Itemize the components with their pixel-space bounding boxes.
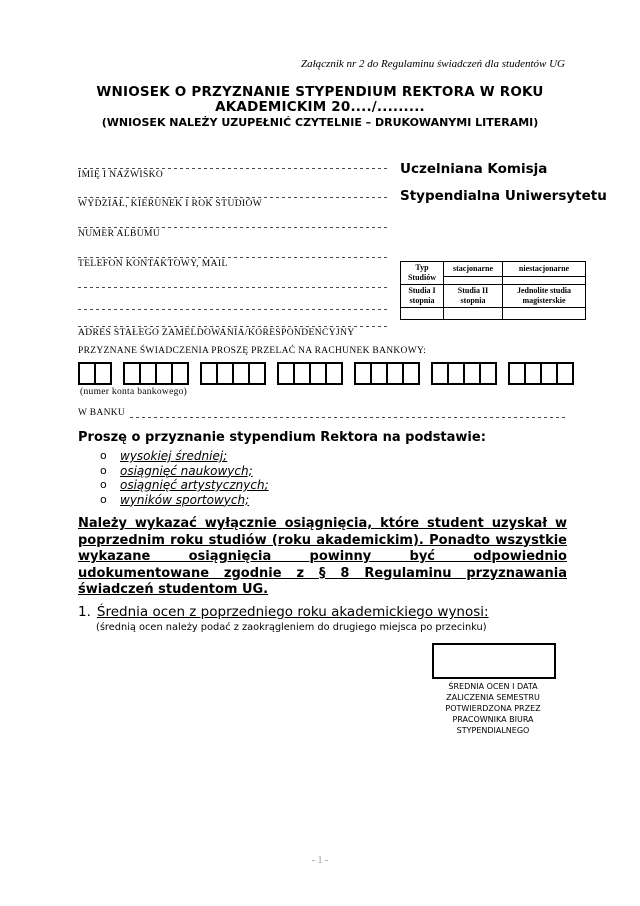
account-box-group (431, 362, 497, 385)
field-address-line2 (78, 300, 390, 311)
bullet-marker: o (100, 478, 107, 491)
section1-heading (78, 604, 489, 620)
stationary-checkbox-cell[interactable] (444, 277, 503, 285)
attachment-note: Załącznik nr 2 do Regulaminu świadczeń dla studentów UG (301, 58, 565, 70)
study-type-table (400, 261, 586, 320)
first-degree-checkbox-cell[interactable] (401, 308, 444, 320)
form-title-line1: WNIOSEK O PRZYZNANIE STYPENDIUM REKTORA W ROKU (96, 84, 544, 100)
album-number-label: NUMER ALBUMU (78, 229, 161, 239)
account-digit-box[interactable] (325, 362, 343, 385)
stationary-header-cell: stacjonarne (444, 262, 503, 277)
account-digit-box[interactable] (171, 362, 189, 385)
grade-caption-line4: PRACOWNIKA BIURA (452, 715, 534, 724)
form-title-line2: AKADEMICKIM 20..../......... (215, 99, 425, 115)
option-sports-text: wyników sportowych; (120, 492, 250, 507)
address-fill-line-2[interactable] (78, 300, 390, 310)
field-faculty-year (78, 188, 390, 209)
average-grade-box[interactable] (432, 643, 556, 679)
grade-caption-line1: ŚREDNIA OCEN I DATA (448, 682, 538, 691)
account-box-group (200, 362, 266, 385)
account-box-group (354, 362, 420, 385)
album-number-fill-line[interactable] (78, 218, 390, 228)
section1-title: Średnia ocen z poprzedniego roku akademickiego wynosi: (96, 604, 489, 620)
full-name-fill-line[interactable] (78, 159, 390, 169)
bank-name-fill-line[interactable] (130, 408, 565, 418)
committee-name (400, 156, 607, 210)
option-scientific-text: osiągnięć naukowych; (120, 463, 253, 478)
basis-options-list (100, 449, 269, 507)
option-artistic-text: osiągnięć artystycznych; (120, 478, 269, 492)
account-digit-box[interactable] (402, 362, 420, 385)
option-high-average-text: wysokiej średniej; (120, 449, 228, 463)
grade-box-caption (421, 681, 565, 736)
field-address (78, 317, 390, 338)
second-degree-checkbox-cell[interactable] (444, 308, 503, 320)
option-high-average (100, 449, 269, 464)
bullet-marker: o (100, 449, 107, 462)
study-type-header-cell: Typ Studiów (401, 262, 444, 285)
committee-line1: Uczelniana Komisja (400, 161, 548, 177)
bank-transfer-label: PRZYZNANE ŚWIADCZENIA PROSZĘ PRZELAĆ NA RACHUNEK BANKOWY: (78, 346, 427, 356)
bank-name-label: W BANKU (78, 408, 126, 418)
option-sports (100, 493, 269, 508)
first-degree-label-cell: Studia I stopnia (401, 285, 444, 308)
uniform-masters-checkbox-cell[interactable] (503, 308, 586, 320)
bullet-marker: o (100, 463, 107, 477)
account-box-group (508, 362, 574, 385)
address-label: ADRES STAŁEGO ZAMELDOWANIA/KORESPONDENCYJNY (78, 328, 355, 338)
grade-caption-line5: STYPENDIALNEGO (456, 726, 530, 735)
section1-number: 1. (78, 604, 91, 620)
field-phone-mail (78, 248, 390, 269)
option-scientific (100, 464, 269, 479)
grade-caption-line2: ZALICZENIA SEMESTRU (446, 693, 540, 702)
phone-mail-fill-line[interactable] (78, 248, 390, 258)
account-box-group (78, 362, 112, 385)
requirements-note: Należy wykazać wyłącznie osiągnięcia, które student uzyskał w poprzednim roku studiów (roku akademickim). Ponadto wszystkie wykazane osiągnięcia powinny być odpowiednio udokumentowane zgodnie z § 8 Regulaminu przyznawania świadczeń studentom UG. (78, 516, 567, 597)
account-digit-box[interactable] (556, 362, 574, 385)
account-number-caption: (numer konta bankowego) (80, 387, 188, 397)
form-title-block (40, 85, 600, 130)
account-digit-box[interactable] (479, 362, 497, 385)
account-digit-box[interactable] (248, 362, 266, 385)
address-fill-line-3[interactable] (78, 317, 390, 327)
full-name-label: IMIĘ I NAZWISKO (78, 170, 164, 180)
field-address-line1 (78, 278, 390, 289)
second-degree-label-cell: Studia II stopnia (444, 285, 503, 308)
faculty-year-fill-line[interactable] (78, 188, 390, 198)
grade-caption-line3: POTWIERDZONA PRZEZ (445, 704, 541, 713)
nonstationary-header-cell: niestacjonarne (503, 262, 586, 277)
form-subtitle: (WNIOSEK NALEŻY UZUPEŁNIĆ CZYTELNIE – DRUKOWANYMI LITERAMI) (101, 116, 539, 129)
account-number-boxes (78, 362, 574, 385)
account-box-group (277, 362, 343, 385)
faculty-year-label: WYDZIAŁ, KIERUNEK I ROK STUDIÓW (78, 199, 263, 209)
account-digit-box[interactable] (94, 362, 112, 385)
field-full-name (78, 159, 390, 180)
nonstationary-checkbox-cell[interactable] (503, 277, 586, 285)
bullet-marker: o (100, 492, 107, 506)
address-fill-line-1[interactable] (78, 278, 390, 288)
committee-line2: Stypendialna Uniwersytetu (400, 188, 607, 204)
uniform-masters-label-cell: Jednolite studia magisterskie (503, 285, 586, 308)
option-artistic (100, 478, 269, 493)
page-number: - 1 - (311, 855, 329, 866)
account-box-group (123, 362, 189, 385)
bank-name-row (78, 408, 565, 418)
phone-mail-label: TELEFON KONTAKTOWY, MAIL (78, 259, 228, 269)
field-album-number (78, 218, 390, 239)
section1-hint: (średnią ocen należy podać z zaokrągleniem do drugiego miejsca po przecinku) (96, 622, 487, 633)
request-heading: Proszę o przyznanie stypendium Rektora na podstawie: (78, 430, 486, 445)
